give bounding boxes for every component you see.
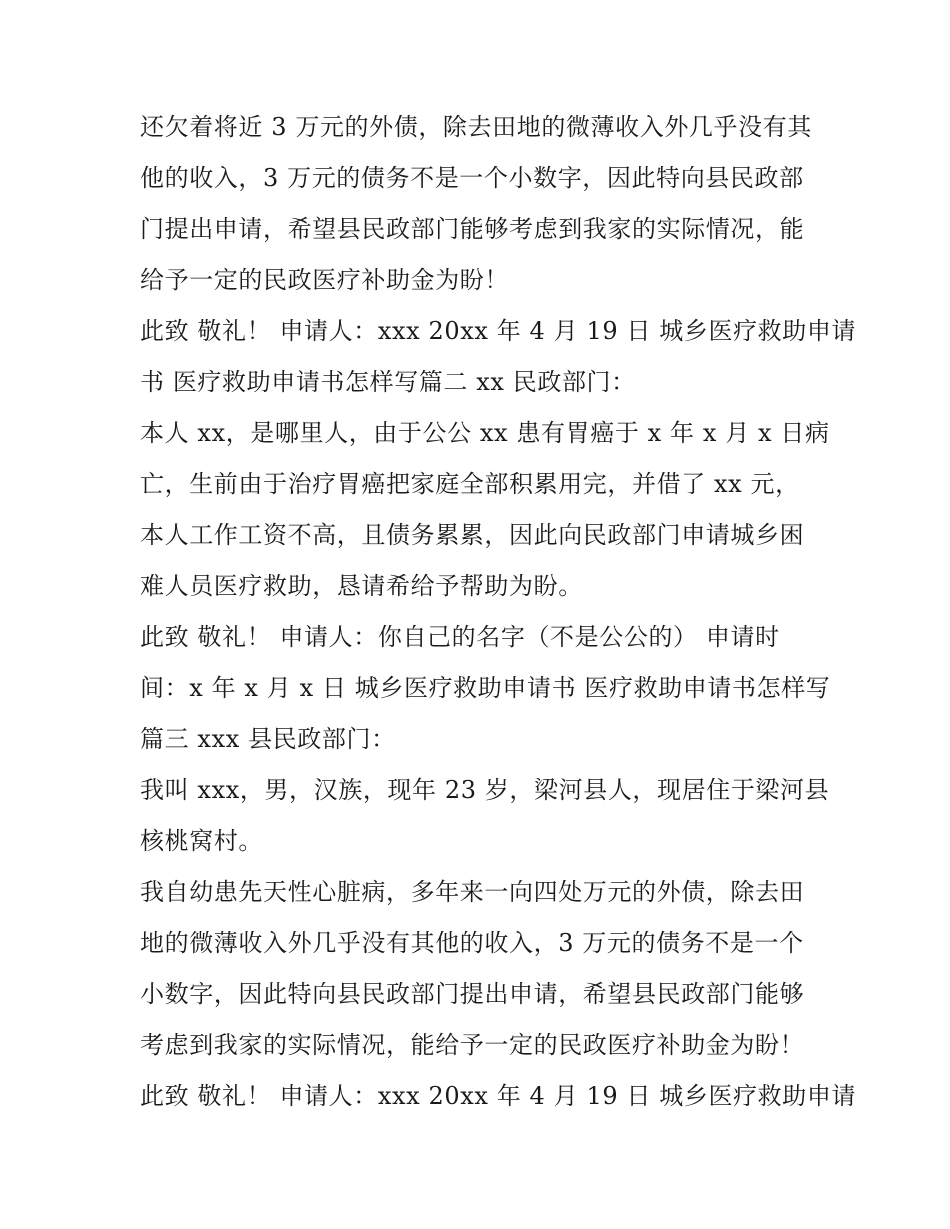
text-line: 核桃窝村。 [140, 827, 263, 855]
text-line: 门提出申请，希望县民政部门能够考虑到我家的实际情况，能 [140, 215, 805, 243]
text-line: 此致 敬礼！ 申请人：xxx 20xx 年 4 月 19 日 城乡医疗救助申请 [140, 317, 857, 345]
text-line: 间：x 年 x 月 x 日 城乡医疗救助申请书 医疗救助申请书怎样写 [140, 674, 831, 702]
text-line: 书 医疗救助申请书怎样写篇二 xx 民政部门： [140, 368, 636, 396]
text-line: 给予一定的民政医疗补助金为盼！ [140, 266, 509, 294]
text-line: 此致 敬礼！ 申请人：xxx 20xx 年 4 月 19 日 城乡医疗救助申请 [140, 1082, 857, 1110]
text-line: 本人工作工资不高，且债务累累，因此向民政部门申请城乡困 [140, 521, 805, 549]
text-line: 亡，生前由于治疗胃癌把家庭全部积累用完，并借了 xx 元， [140, 470, 800, 498]
text-line: 小数字，因此特向县民政部门提出申请，希望县民政部门能够 [140, 980, 805, 1008]
text-line: 考虑到我家的实际情况，能给予一定的民政医疗补助金为盼！ [140, 1031, 805, 1059]
text-line: 地的微薄收入外几乎没有其他的收入，3 万元的债务不是一个 [140, 929, 804, 957]
document-body [140, 102, 857, 1122]
text-line: 他的收入，3 万元的债务不是一个小数字，因此特向县民政部 [140, 164, 804, 192]
text-line: 此致 敬礼！ 申请人：你自己的名字（不是公公的） 申请时 [140, 623, 780, 651]
text-line: 篇三 xxx 县民政部门： [140, 725, 396, 753]
text-line: 本人 xx，是哪里人，由于公公 xx 患有胃癌于 x 年 x 月 x 日病 [140, 419, 830, 447]
text-line: 我叫 xxx，男，汉族，现年 23 岁，梁河县人，现居住于梁河县 [140, 776, 830, 804]
text-line: 我自幼患先天性心脏病，多年来一向四处万元的外债，除去田 [140, 878, 805, 906]
text-line: 难人员医疗救助，恳请希给予帮助为盼。 [140, 572, 583, 600]
text-line: 还欠着将近 3 万元的外债，除去田地的微薄收入外几乎没有其 [140, 113, 812, 141]
